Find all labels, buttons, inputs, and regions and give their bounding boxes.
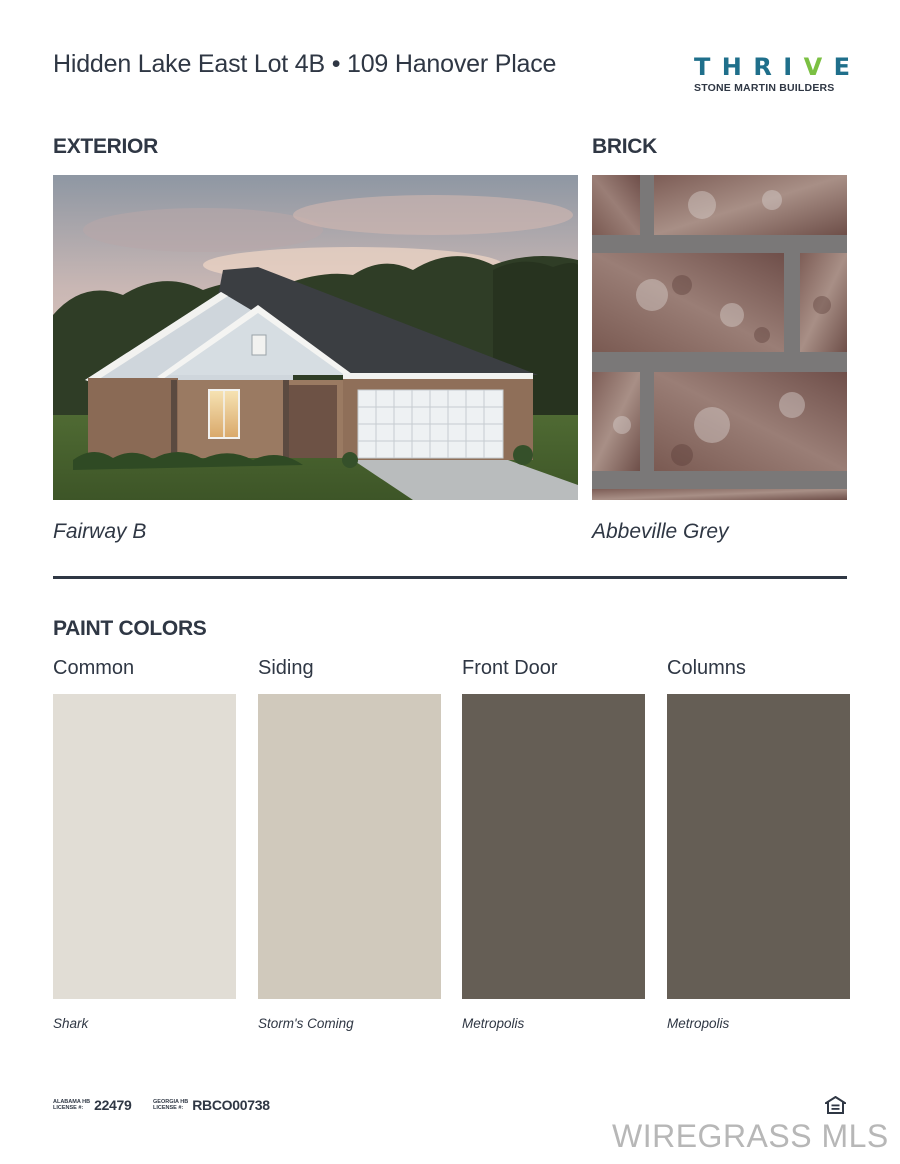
logo-letter-v: V [803, 53, 823, 81]
swatch-front-door [462, 694, 645, 999]
swatch-name-common: Shark [53, 1016, 89, 1031]
mls-watermark: WIREGRASS MLS [612, 1118, 889, 1154]
license-label: GEORGIA HB LICENSE #: [153, 1099, 189, 1111]
swatch-label-front-door: Front Door [462, 657, 558, 679]
swatch-common [53, 694, 236, 999]
section-divider [53, 576, 847, 579]
license-label: ALABAMA HB LICENSE #: [53, 1099, 91, 1111]
swatch-label-siding: Siding [258, 657, 314, 679]
exterior-rendering-image [53, 175, 578, 500]
equal-housing-icon [825, 1096, 846, 1114]
brick-texture-image [592, 175, 847, 500]
brick-caption: Abbeville Grey [592, 520, 729, 543]
logo-wordmark [694, 55, 850, 79]
swatch-columns [667, 694, 850, 999]
brick-heading: BRICK [592, 135, 657, 158]
swatch-name-siding: Storm's Coming [258, 1016, 354, 1031]
logo-letter: R [753, 53, 772, 81]
logo-letter: E [833, 53, 850, 81]
license-number: RBCO00738 [192, 1097, 270, 1113]
swatch-siding [258, 694, 441, 999]
logo-letter: T [694, 53, 711, 81]
logo-letter: H [721, 53, 742, 81]
page-title: Hidden Lake East Lot 4B • 109 Hanover Place [53, 50, 557, 78]
exterior-heading: EXTERIOR [53, 135, 158, 158]
swatch-name-columns: Metropolis [667, 1016, 730, 1031]
alabama-license [53, 1097, 132, 1113]
swatch-label-columns: Columns [667, 657, 746, 679]
exterior-caption: Fairway B [53, 520, 147, 543]
georgia-license [153, 1097, 270, 1113]
swatch-name-front-door: Metropolis [462, 1016, 525, 1031]
license-number: 22479 [94, 1097, 132, 1113]
logo-letter: I [783, 53, 793, 81]
logo-tagline: STONE MARTIN BUILDERS [694, 82, 835, 94]
paint-colors-heading: PAINT COLORS [53, 617, 207, 640]
thrive-logo [694, 55, 850, 94]
swatch-label-common: Common [53, 657, 135, 679]
